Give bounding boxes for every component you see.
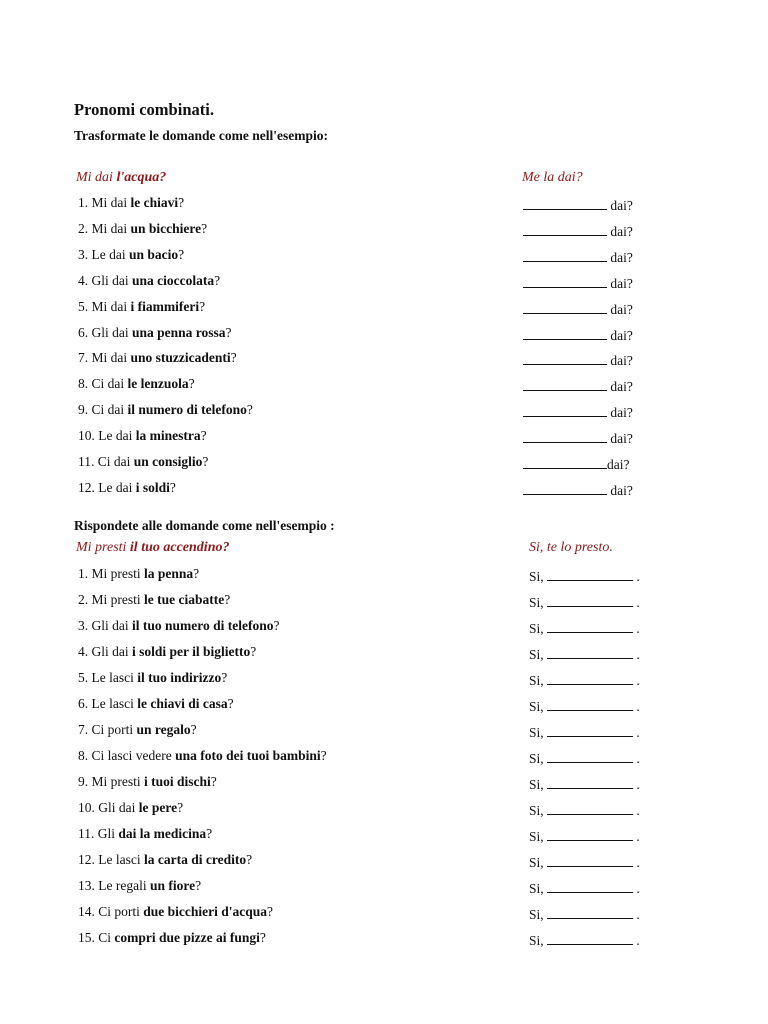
question-bold: i tuoi dischi [144,774,211,789]
question-prefix: Gli [97,826,119,841]
list-item [78,904,678,924]
item-number: 3. [78,618,89,633]
question-end: ? [201,220,208,236]
answer-suffix: dai? [610,275,633,291]
answer-area [523,247,633,266]
question-end: ? [230,350,237,366]
question-end: ? [273,618,280,633]
question-prefix: Le lasci [91,670,138,685]
list-item [78,592,678,612]
answer-suffix: . [636,881,640,896]
question-bold: un bicchiere [130,220,202,236]
answer-area [529,670,640,689]
question-end: ? [190,722,197,737]
answer-suffix: . [636,933,640,948]
answer-suffix: dai? [610,301,633,317]
question-text [78,774,217,790]
question-end: ? [224,592,231,607]
list-item [78,852,678,872]
answer-area [523,325,633,344]
question-prefix: Ci [98,930,115,945]
item-number: 4. [78,644,89,659]
answer-prefix: Si, [529,595,544,610]
question-bold: i soldi [135,479,170,495]
answer-area [529,644,640,663]
question-bold: una penna rossa [132,324,226,340]
question-end: ? [193,566,200,581]
question-prefix: Ci dai [91,376,128,392]
list-item [78,454,678,474]
answer-suffix: . [636,595,640,610]
answer-blank[interactable] [547,774,633,789]
question-bold: la penna [144,566,194,581]
list-item [78,247,678,267]
answer-area [529,722,640,741]
answer-area [523,480,633,499]
question-prefix: Mi presti [91,566,144,581]
question-bold: il numero di telefono [127,402,247,418]
list-item [78,325,678,345]
answer-blank[interactable] [547,566,633,581]
answer-area [529,774,640,793]
answer-suffix: . [636,829,640,844]
question-end: ? [214,272,221,288]
answer-blank[interactable] [523,428,607,443]
question-prefix: Mi dai [91,195,131,210]
answer-prefix: Si, [529,569,544,584]
question-bold: un consiglio [133,454,203,469]
item-number: 5. [78,670,89,685]
item-number: 3. [78,246,89,262]
question-end: ? [178,195,185,210]
question-text [78,221,207,237]
question-prefix: Mi dai [91,298,131,314]
list-item [78,376,678,396]
question-end: ? [206,826,213,841]
answer-prefix: Si, [529,933,544,948]
page-title: Pronomi combinati. [74,100,214,119]
item-number: 10. [78,428,95,444]
item-number: 12. [78,852,95,867]
question-bold: le tue ciabatte [144,592,225,607]
answer-suffix: dai? [610,249,633,265]
item-number: 8. [78,748,89,763]
list-item [78,774,678,794]
item-number: 11. [78,826,95,841]
list-item [78,644,678,664]
answer-prefix: Si, [529,803,544,818]
answer-suffix: . [636,647,640,662]
answer-area [529,800,640,819]
answer-blank[interactable] [547,878,633,893]
question-prefix: Ci porti [98,904,144,919]
question-prefix: Mi presti [91,592,144,607]
question-end: ? [320,748,327,763]
question-text [78,325,232,341]
question-text [78,428,207,444]
question-text [78,299,205,315]
answer-blank[interactable] [523,273,607,288]
question-end: ? [246,402,253,418]
answer-suffix: dai? [610,431,633,447]
answer-suffix: dai? [610,405,633,421]
answer-area [529,826,640,845]
answer-area [523,221,633,240]
answer-suffix: . [636,699,640,714]
question-end: ? [259,930,266,945]
question-prefix: Gli dai [91,644,132,659]
answer-prefix: Si, [529,621,544,636]
question-bold: il tuo indirizzo [137,670,222,685]
question-end: ? [199,298,206,314]
list-item [78,273,678,293]
example-bold: l'acqua? [116,170,167,185]
question-prefix: Gli dai [98,800,139,815]
question-end: ? [178,246,185,262]
question-bold: le lenzuola [127,376,189,392]
example-bold: il tuo accendino? [129,540,230,555]
section1-example-question [76,170,166,186]
question-prefix: Mi dai [91,350,131,366]
answer-suffix: . [636,673,640,688]
answer-area [529,878,640,897]
section2-instruction: Rispondete alle domande come nell'esempio : [74,518,335,533]
question-bold: un regalo [136,722,191,737]
question-bold: un fiore [149,878,196,893]
question-bold: la minestra [135,428,201,444]
answer-suffix: . [636,725,640,740]
question-end: ? [267,904,274,919]
question-prefix: Mi dai [91,220,131,236]
question-end: ? [188,376,195,392]
question-text [78,480,176,496]
item-number: 11. [78,454,95,469]
question-prefix: Le dai [98,428,136,444]
question-bold: la carta di credito [143,852,247,867]
answer-blank[interactable] [523,350,607,365]
answer-suffix: dai? [610,327,633,343]
answer-blank[interactable] [523,325,607,340]
item-number: 12. [78,479,95,495]
answer-blank[interactable] [547,670,633,685]
item-number: 7. [78,722,89,737]
list-item [78,618,678,638]
item-number: 7. [78,350,89,366]
answer-suffix: . [636,569,640,584]
question-text [78,670,227,686]
answer-prefix: Si, [529,751,544,766]
question-end: ? [202,454,209,469]
answer-blank[interactable] [547,696,633,711]
list-item [78,428,678,448]
answer-prefix: Si, [529,855,544,870]
question-text [78,376,195,392]
answer-blank[interactable] [523,402,607,417]
answer-prefix: Si, [529,829,544,844]
item-number: 8. [78,376,89,392]
list-item [78,350,678,370]
question-prefix: Le regali [98,878,150,893]
question-text [78,618,280,634]
question-prefix: Le dai [98,479,136,495]
answer-area [529,566,640,585]
question-bold: le chiavi di casa [137,696,228,711]
question-prefix: Ci dai [97,454,134,469]
answer-suffix: . [636,803,640,818]
question-prefix: Gli dai [91,324,132,340]
item-number: 6. [78,324,89,340]
list-item [78,800,678,820]
answer-blank[interactable] [523,195,607,210]
list-item [78,722,678,742]
question-bold: un bacio [128,246,179,262]
question-end: ? [221,670,228,685]
answer-prefix: Si, [529,907,544,922]
list-item [78,696,678,716]
answer-blank[interactable] [547,618,633,633]
answer-blank[interactable] [547,722,633,737]
answer-suffix: dai? [607,457,630,472]
question-text [78,592,230,608]
list-item [78,670,678,690]
question-end: ? [246,852,253,867]
answer-blank[interactable] [523,376,607,391]
question-prefix: Le lasci [98,852,144,867]
question-bold: una cioccolata [132,272,215,288]
example-prefix: Mi dai [76,170,117,185]
question-end: ? [250,644,257,659]
question-end: ? [210,774,217,789]
question-end: ? [225,324,232,340]
item-number: 13. [78,878,95,893]
answer-blank[interactable] [523,299,607,314]
answer-blank[interactable] [547,748,633,763]
question-bold: le chiavi [130,195,179,210]
answer-suffix: . [636,907,640,922]
list-item [78,195,678,215]
answer-prefix: Si, [529,647,544,662]
question-prefix: Le lasci [91,696,138,711]
item-number: 10. [78,800,95,815]
question-text [78,273,220,289]
answer-area [529,618,640,637]
item-number: 9. [78,774,89,789]
answer-prefix: Si, [529,725,544,740]
question-text [78,878,201,894]
answer-suffix: . [636,855,640,870]
answer-suffix: . [636,621,640,636]
question-text [78,195,184,211]
answer-area [523,376,633,395]
answer-area [523,428,633,447]
answer-suffix: dai? [610,353,633,369]
list-item [78,402,678,422]
answer-suffix: dai? [610,223,633,239]
answer-blank[interactable] [523,247,607,262]
list-item [78,480,678,500]
question-prefix: Le dai [91,246,129,262]
list-item [78,566,678,586]
answer-blank[interactable] [547,644,633,659]
question-end: ? [200,428,207,444]
answer-suffix: dai? [610,379,633,395]
question-prefix: Ci dai [91,402,128,418]
answer-suffix: . [636,777,640,792]
item-number: 5. [78,298,89,314]
item-number: 15. [78,930,95,945]
answer-area [523,350,633,369]
answer-area [523,402,633,421]
question-bold: le pere [138,800,178,815]
question-bold: compri due pizze ai fungi [114,930,260,945]
question-text [78,852,252,868]
answer-blank[interactable] [523,221,607,236]
question-bold: il tuo numero di telefono [132,618,274,633]
question-text [78,722,197,738]
list-item [78,826,678,846]
answer-area [523,273,633,292]
question-text [78,247,184,263]
question-bold: i soldi per il biglietto [132,644,251,659]
item-number: 1. [78,195,89,210]
answer-blank[interactable] [547,800,633,815]
list-item [78,748,678,768]
item-number: 4. [78,272,89,288]
question-text [78,748,327,764]
answer-area [529,696,640,715]
answer-prefix: Si, [529,699,544,714]
answer-area [523,299,633,318]
section1-instruction: Trasformate le domande come nell'esempio: [74,128,328,143]
question-text [78,402,253,418]
question-end: ? [195,878,202,893]
answer-blank[interactable] [547,826,633,841]
answer-blank[interactable] [523,454,607,469]
section2-example-question [76,540,229,556]
question-bold: i fiammiferi [130,298,200,314]
answer-area [529,748,640,767]
question-end: ? [227,696,234,711]
answer-prefix: Si, [529,777,544,792]
answer-blank[interactable] [523,480,607,495]
question-text [78,566,199,582]
answer-blank[interactable] [547,852,633,867]
list-item [78,299,678,319]
item-number: 6. [78,696,89,711]
question-prefix: Ci lasci vedere [91,748,176,763]
question-prefix: Gli dai [91,272,132,288]
question-bold: due bicchieri d'acqua [143,904,268,919]
question-prefix: Ci porti [91,722,137,737]
answer-blank[interactable] [547,592,633,607]
answer-area [523,454,630,473]
question-text [78,826,212,842]
list-item [78,878,678,898]
answer-blank[interactable] [547,930,633,945]
question-end: ? [169,479,176,495]
item-number: 2. [78,220,89,236]
answer-blank[interactable] [547,904,633,919]
item-number: 1. [78,566,89,581]
answer-area [523,195,633,214]
answer-area [529,930,640,949]
answer-suffix: . [636,751,640,766]
answer-prefix: Si, [529,673,544,688]
question-end: ? [177,800,184,815]
answer-suffix: dai? [610,198,633,213]
item-number: 9. [78,402,89,418]
question-prefix: Mi presti [91,774,144,789]
answer-suffix: dai? [610,482,633,498]
answer-area [529,852,640,871]
list-item [78,930,678,950]
question-text [78,454,208,470]
answer-area [529,904,640,923]
answer-area [529,592,640,611]
question-bold: una foto dei tuoi bambini [175,748,321,763]
answer-prefix: Si, [529,881,544,896]
question-text [78,800,183,816]
item-number: 14. [78,904,95,919]
list-item [78,221,678,241]
question-bold: uno stuzzicadenti [130,350,231,366]
section1-example-answer: Me la dai? [522,170,583,185]
section2-example-answer: Si, te lo presto. [529,540,613,555]
question-text [78,350,237,366]
item-number: 2. [78,592,89,607]
question-text [78,696,234,712]
example-prefix: Mi presti [76,540,130,555]
question-text [78,644,256,660]
question-text [78,904,273,920]
question-text [78,930,266,946]
question-prefix: Gli dai [91,618,132,633]
question-bold: dai la medicina [118,826,207,841]
